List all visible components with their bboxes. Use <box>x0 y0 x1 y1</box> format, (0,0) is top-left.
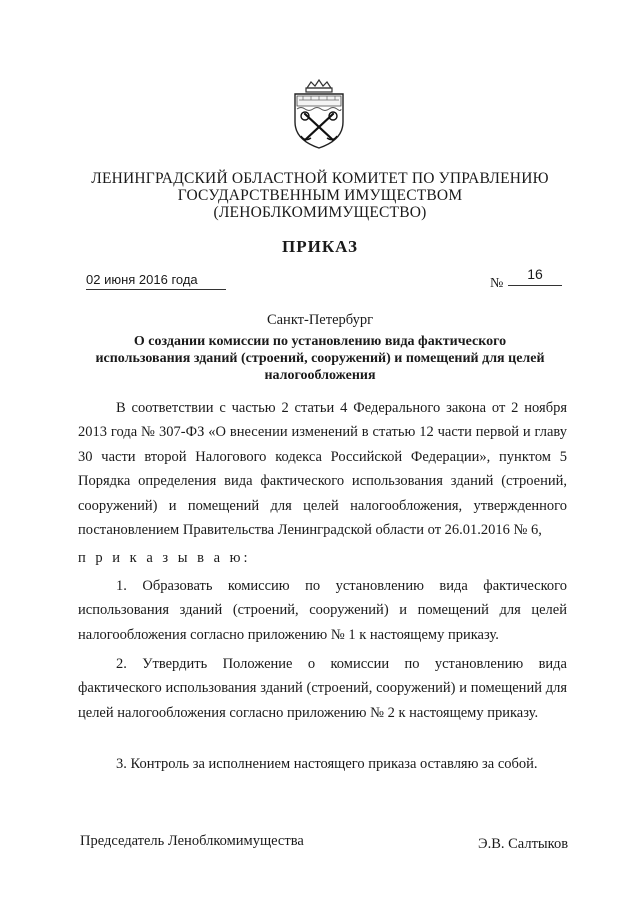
preamble-paragraph: В соответствии с частью 2 статьи 4 Федерального закона от 2 ноября 2013 года № 307-ФЗ «О внесении изменений в статью 12 части первой и главу 30 части второй Налогового кодекса Российской Федерации», пунктом 5 Порядка определения вида фактического использования зданий (строений, сооружений) и помещений для целей налогообложения, утвержденного постановлением Правительства Ленинградской области от 26.01.2016 № 6, <box>78 400 567 539</box>
organization-name-line-2: ГОСУДАРСТВЕННЫМ ИМУЩЕСТВОМ <box>177 187 463 204</box>
document-title: О создании комиссии по установлению вида фактического использования зданий (строений, сооружений) и помещений для целей налогообложения <box>95 334 545 383</box>
signer-name: Э.В. Салтыков <box>478 836 569 852</box>
organization-short-name: (ЛЕНОБЛКОМИМУЩЕСТВО) <box>213 204 427 221</box>
leningrad-oblast-coat-of-arms-icon <box>289 78 349 150</box>
order-item-3: 3. Контроль за исполнением настоящего приказа оставляю за собой. <box>116 756 538 772</box>
order-word: п р и к а з ы в а ю: <box>78 550 251 566</box>
organization-name-line-1: ЛЕНИНГРАДСКИЙ ОБЛАСТНОЙ КОМИТЕТ ПО УПРАВЛЕНИЮ <box>91 170 549 187</box>
document-number-label: № <box>490 276 504 291</box>
document-city: Санкт-Петербург <box>266 312 374 328</box>
document-date: 02 июня 2016 года <box>86 272 226 290</box>
order-item-1: 1. Образовать комиссию по установлению вида фактического использования зданий (строений, сооружений) и помещений для целей налогообложения согласно приложению № 1 к настоящему приказу. <box>78 578 567 643</box>
order-item-2: 2. Утвердить Положение о комиссии по установлению вида фактического использования зданий (строений, сооружений) и помещений для целей налогообложения согласно приложению № 2 к настоящему приказу. <box>78 656 567 721</box>
signer-position: Председатель Леноблкомимущества <box>80 833 304 849</box>
document-number: 16 <box>508 266 562 286</box>
document-type-heading: ПРИКАЗ <box>282 237 358 256</box>
